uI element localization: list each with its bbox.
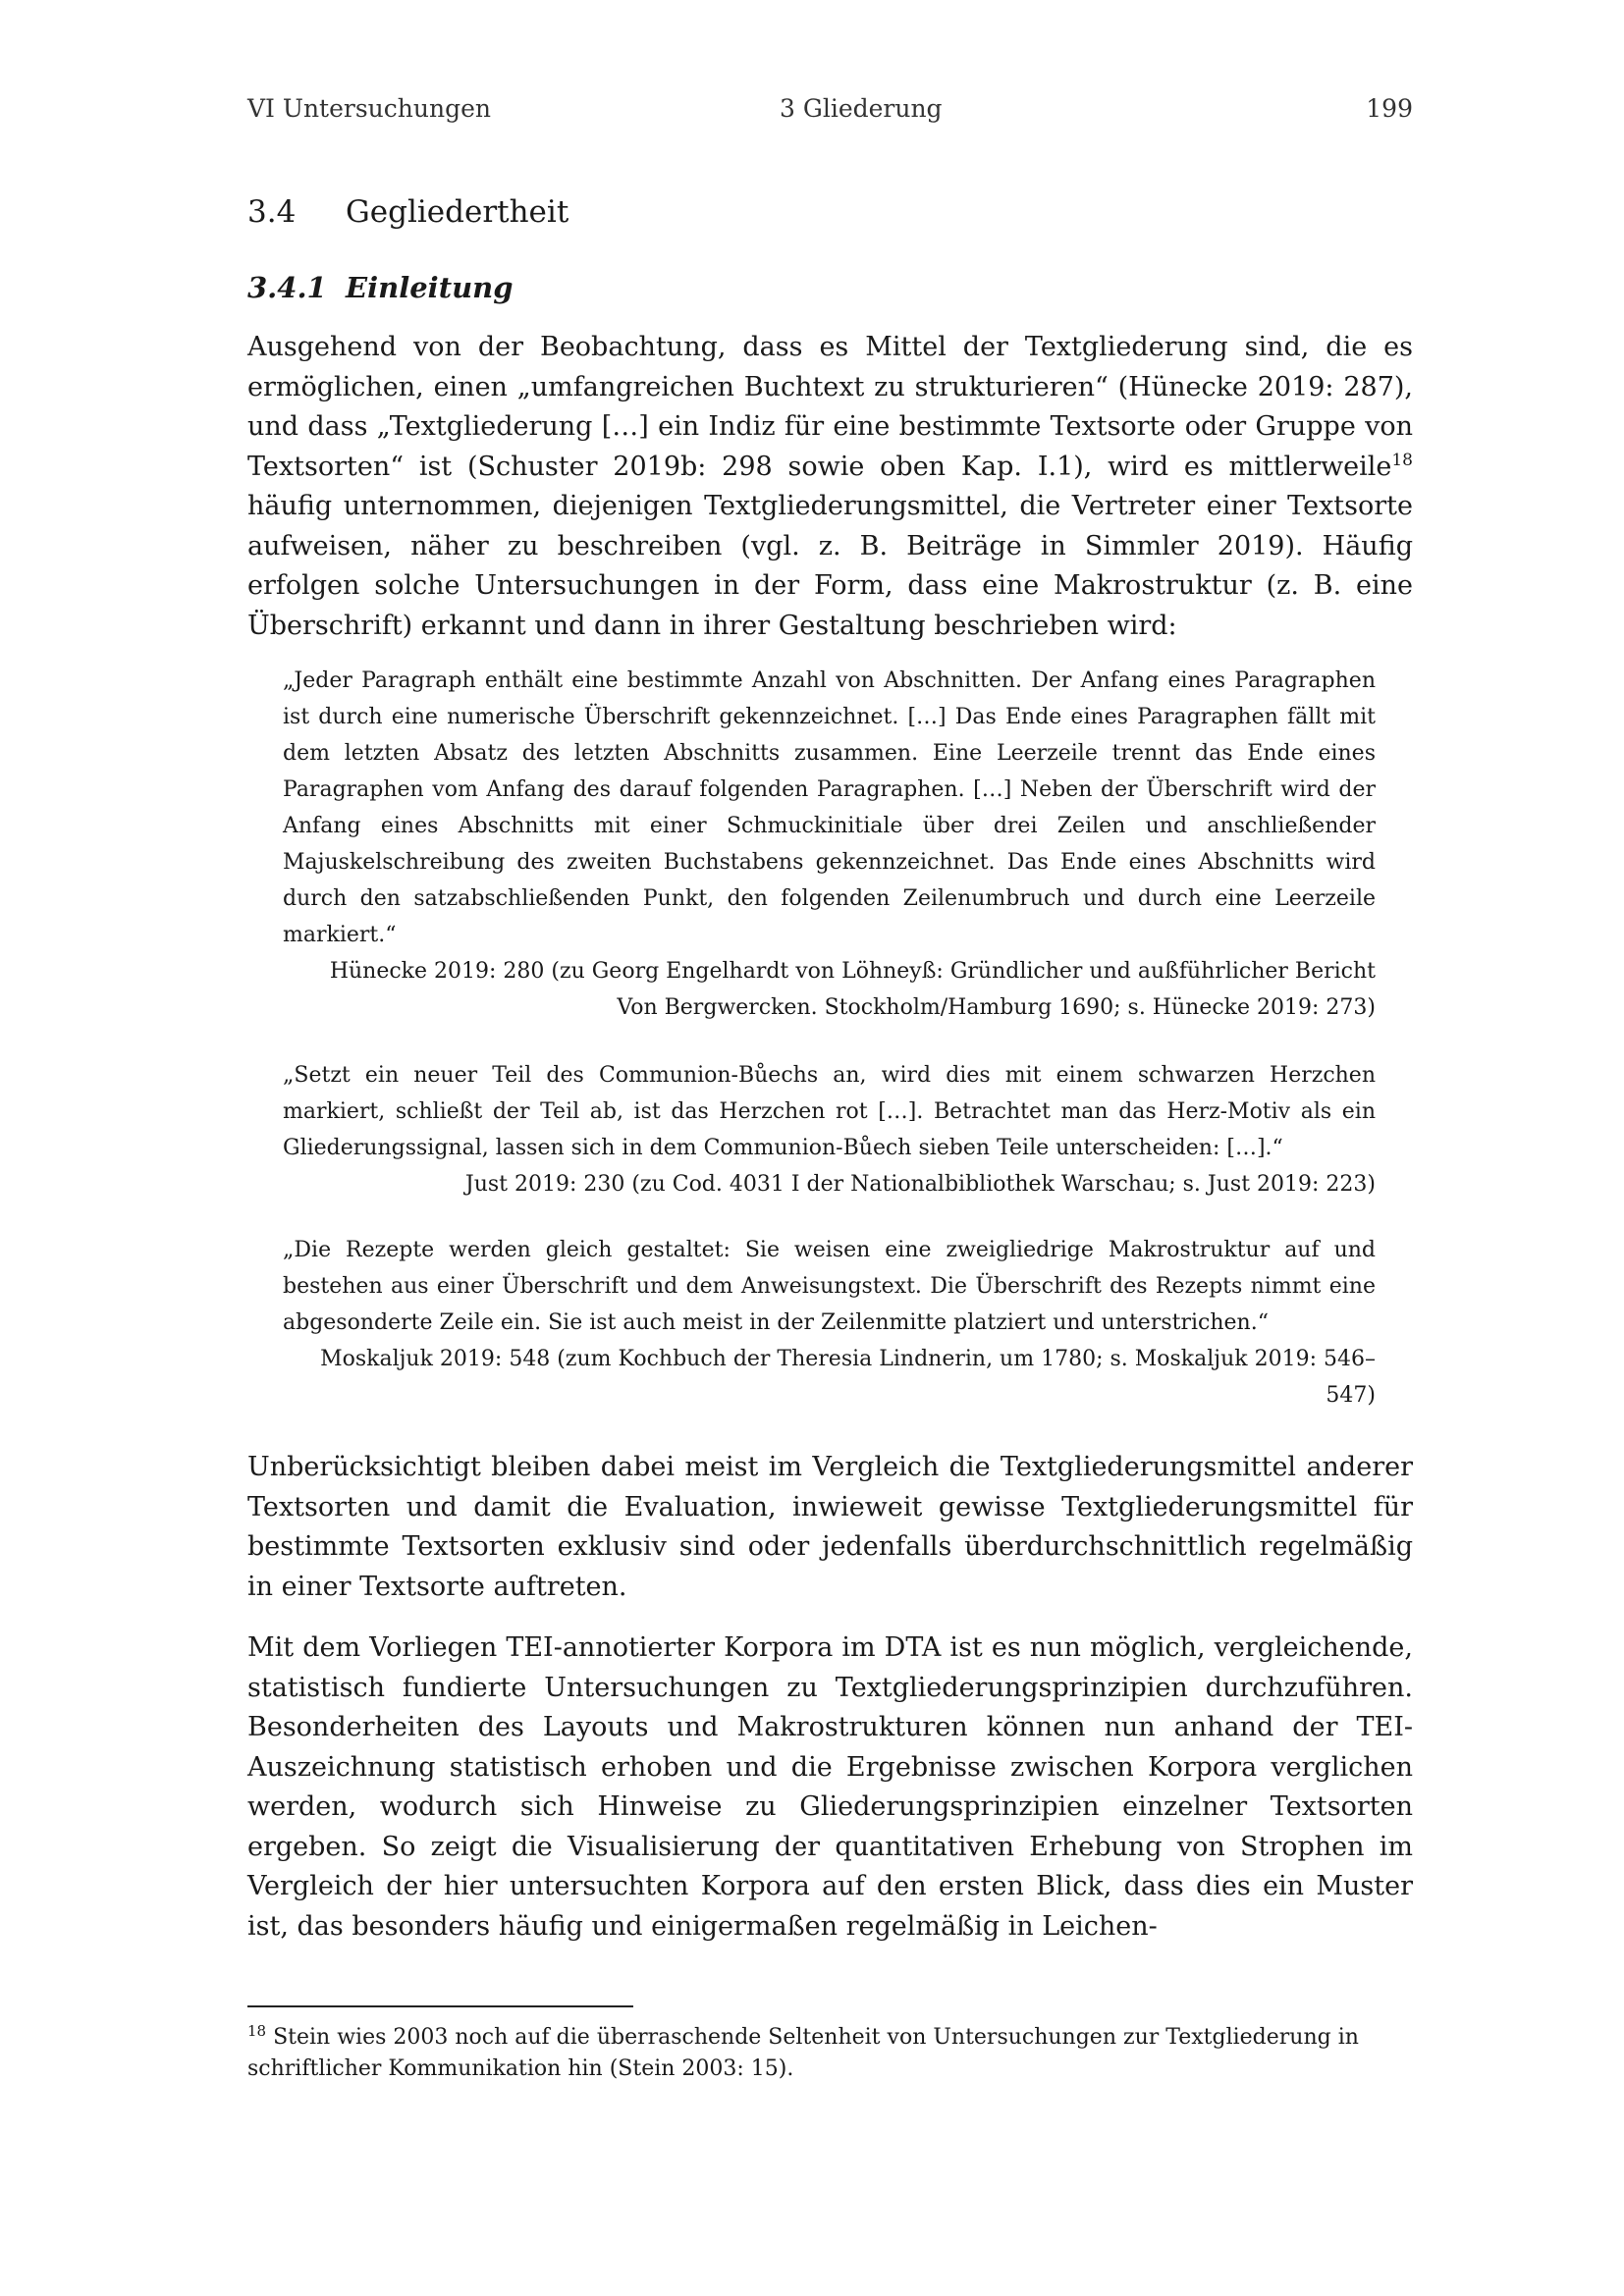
subsection-title: Einleitung — [346, 271, 514, 304]
quote-text: „Setzt ein neuer Teil des Communion-Bůechs an, wird dies mit einem schwarzen Herzchen markiert, schließt der Teil ab, ist das Herzchen rot […]. Betrachtet man das Herz-Motiv als ein Gliederungssignal, lassen sich in dem Communion-Bůech sieben Teile unterscheiden: […].“ — [283, 1063, 1376, 1160]
paragraph-tei-corpora: Mit dem Vorliegen TEI-annotierter Korpora im DTA ist es nun möglich, vergleichende, statistisch fundierte Untersuchungen zu Textgliederungsprinzipien durchzuführen. Besonderheiten des Layouts und Makrostrukturen können nun anhand der TEI-Auszeichnung statistisch erhoben und die Ergebnisse zwischen Korpora verglichen werden, wodurch sich Hinweise zu Gliederungsprinzipien einzelner Textsorten ergeben. So zeigt die Visualisierung der quantitativen Erhebung von Strophen im Vergleich der hier untersuchten Korpora auf den ersten Blick, dass dies ein Muster ist, das besonders häufig und einigermaßen regelmäßig in Leichen- — [247, 1632, 1413, 1942]
paragraph-intro-part2: häufig unternommen, diejenigen Textgliederungsmittel, die Vertreter einer Textsorte aufweisen, näher zu beschreiben (vgl. z. B. Beiträge in Simmler 2019). Häufig erfolgen solche Untersuchungen in der Form, dass eine Makrostruktur (z. B. eine Überschrift) erkannt und dann in ihrer Gestaltung beschrieben wird: — [247, 491, 1413, 641]
subsection-number: 3.4.1 — [247, 271, 327, 304]
footnote — [247, 2022, 1413, 2085]
header-chapter: VI Untersuchungen — [247, 94, 491, 123]
running-header — [247, 94, 1413, 133]
quote-source: Hünecke 2019: 280 (zu Georg Engelhardt von Löhneyß: Gründlicher und außführlicher Bericht Von Bergwercken. Stockholm/Hamburg 1690; s. Hünecke 2019: 273) — [329, 959, 1376, 1020]
paragraph-unconsidered: Unberücksichtigt bleiben dabei meist im Vergleich die Textgliederungsmittel anderer Textsorten und damit die Evaluation, inwieweit gewisse Textgliederungsmittel für bestimmte Textsorten exklusiv sind oder jedenfalls überdurchschnittlich regelmäßig in einer Textsorte auftreten. — [247, 1452, 1413, 1602]
block-quote — [283, 1057, 1376, 1202]
header-section: 3 Gliederung — [780, 94, 943, 123]
paragraph-intro-part1: Ausgehend von der Beobachtung, dass es Mittel der Textgliederung sind, die es ermöglichen, einen „umfangreichen Buchtext zu strukturieren“ (Hünecke 2019: 287), und dass „Textgliederung […] ein Indiz für eine bestimmte Textsorte oder Gruppe von Textsorten“ ist (Schuster 2019b: 298 sowie oben Kap. I.1), wird es mittlerweile — [247, 332, 1413, 482]
section-heading — [247, 194, 568, 230]
footnote-reference: 18 — [1391, 450, 1413, 470]
quote-text: „Jeder Paragraph enthält eine bestimmte Anzahl von Abschnitten. Der Anfang eines Paragraphen ist durch eine numerische Überschrift gekennzeichnet. […] Das Ende eines Paragraphen fällt mit dem letzten Absatz des letzten Abschnitts zusammen. Eine Leerzeile trennt das Ende eines Paragraphen vom Anfang des darauf folgenden Paragraphen. […] Neben der Überschrift wird der Anfang eines Abschnitts mit einer Schmuckinitiale über drei Zeilen und anschließender Majuskelschreibung des zweiten Buchstabens gekennzeichnet. Das Ende eines Abschnitts wird durch den satzabschließenden Punkt, den folgenden Zeilenumbruch und durch eine Leerzeile markiert.“ — [283, 668, 1376, 947]
page-number: 199 — [1366, 94, 1413, 123]
footnote-text: Stein wies 2003 noch auf die überraschende Seltenheit von Untersuchungen zur Textgliederung in schriftlicher Kommunikation hin (Stein 2003: 15). — [247, 2025, 1359, 2081]
footnote-number: 18 — [247, 2022, 267, 2040]
subsection-heading — [247, 271, 514, 304]
footnote-divider — [247, 2005, 633, 2007]
quote-source: Moskaljuk 2019: 548 (zum Kochbuch der Theresia Lindnerin, um 1780; s. Moskaljuk 2019: 546–547) — [320, 1347, 1376, 1408]
section-number: 3.4 — [247, 194, 297, 230]
paragraph-intro — [247, 328, 1413, 646]
quote-source: Just 2019: 230 (zu Cod. 4031 I der Nationalbibliothek Warschau; s. Just 2019: 223) — [464, 1172, 1376, 1197]
block-quote — [283, 1232, 1376, 1414]
section-title: Gegliedertheit — [346, 194, 569, 230]
quote-text: „Die Rezepte werden gleich gestaltet: Sie weisen eine zweigliedrige Makrostruktur auf und bestehen aus einer Überschrift und dem Anweisungstext. Die Überschrift des Rezepts nimmt eine abgesonderte Zeile ein. Sie ist auch meist in der Zeilenmitte platziert und unterstrichen.“ — [283, 1238, 1376, 1335]
block-quote — [283, 663, 1376, 1026]
